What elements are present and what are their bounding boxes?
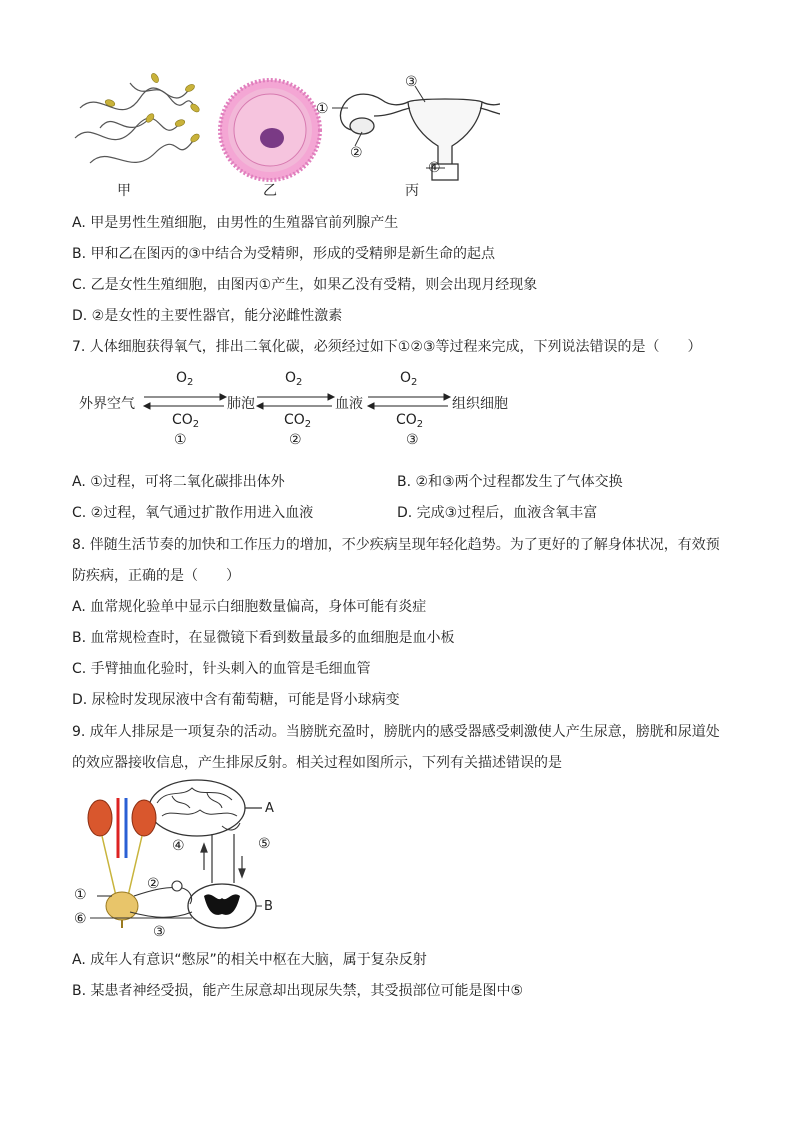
q8-option-b: B. 血常规检查时，在显微镜下看到数量最多的血细胞是血小板	[72, 630, 455, 646]
figure-marker-4: ④	[172, 838, 185, 854]
female-reproductive-organs	[340, 94, 500, 180]
figure-label-b: B	[264, 899, 273, 914]
q6-option-c: C. 乙是女性生殖细胞，由图丙①产生，如果乙没有受精，则会出现月经现象	[72, 277, 538, 293]
marker-1: ①	[316, 101, 329, 117]
spinal-cord-section	[188, 884, 262, 928]
caption-bing: 丙	[405, 183, 419, 199]
node-outside-air: 外界空气	[79, 396, 135, 412]
brain-illustration	[149, 780, 245, 836]
q8-option-a: A. 血常规化验单中显示白细胞数量偏高，身体可能有炎症	[72, 599, 427, 615]
figure-marker-6: ⑥	[74, 911, 87, 927]
figure-label-a: A	[265, 801, 274, 816]
figure-reproduction	[70, 68, 500, 200]
q7-option-b: B. ②和③两个过程都发生了气体交换	[397, 474, 623, 490]
q9-stem-line1: 9. 成年人排尿是一项复杂的活动。当膀胱充盈时，膀胱内的感受器感受刺激使人产生尿意，膀胱和尿道处	[72, 724, 720, 740]
q8-stem-line2: 防疾病，正确的是（ ）	[72, 568, 240, 584]
q6-option-b: B. 甲和乙在图丙的③中结合为受精卵，形成的受精卵是新生命的起点	[72, 246, 496, 262]
o2-label-1: $O_2$	[176, 370, 194, 388]
q6-option-d: D. ②是女性的主要性器官，能分泌雌性激素	[72, 308, 343, 324]
step-3: ③	[406, 432, 419, 448]
q9-option-a: A. 成年人有意识“憋尿”的相关中枢在大脑，属于复杂反射	[72, 952, 427, 968]
co2-label-1: $CO_2$	[172, 412, 200, 430]
o2-label-2: $O_2$	[285, 370, 303, 388]
node-tissue-cells: 组织细胞	[452, 396, 508, 412]
figure-marker-2: ②	[147, 876, 160, 892]
gas-exchange-diagram	[72, 368, 532, 453]
co2-label-3: $CO_2$	[396, 412, 424, 430]
q7-stem: 7. 人体细胞获得氧气，排出二氧化碳，必须经过如下①②③等过程来完成，下列说法错误的是（ ）	[72, 339, 702, 355]
kidney-illustration	[88, 798, 156, 896]
o2-label-3: $O_2$	[400, 370, 418, 388]
q8-option-c: C. 手臂抽血化验时，针头刺入的血管是毛细血管	[72, 661, 371, 677]
node-alveoli: 肺泡	[227, 396, 255, 412]
marker-2: ②	[350, 145, 363, 161]
q9-stem-line2: 的效应器接收信息，产生排尿反射。相关过程如图所示，下列有关描述错误的是	[72, 755, 562, 771]
node-blood: 血液	[335, 396, 363, 412]
step-2: ②	[289, 432, 302, 448]
q9-option-b: B. 某患者神经受损，能产生尿意却出现尿失禁，其受损部位可能是图中⑤	[72, 983, 524, 999]
q6-option-a: A. 甲是男性生殖细胞，由男性的生殖器官前列腺产生	[72, 215, 399, 231]
caption-jia: 甲	[117, 183, 131, 199]
q7-option-c: C. ②过程，氧气通过扩散作用进入血液	[72, 505, 314, 521]
marker-3: ③	[405, 74, 418, 90]
figure-marker-5: ⑤	[258, 836, 271, 852]
figure-urination-reflex	[72, 778, 292, 943]
q7-option-a: A. ①过程，可将二氧化碳排出体外	[72, 474, 285, 490]
q7-option-d: D. 完成③过程后，血液含氧丰富	[397, 505, 598, 521]
figure-marker-3: ③	[153, 924, 166, 940]
q8-option-d: D. 尿检时发现尿液中含有葡萄糖，可能是肾小球病变	[72, 692, 400, 708]
caption-yi: 乙	[263, 183, 277, 199]
co2-label-2: $CO_2$	[284, 412, 312, 430]
step-1: ①	[174, 432, 187, 448]
bladder-illustration	[106, 892, 138, 928]
q8-stem-line1: 8. 伴随生活节奏的加快和工作压力的增加，不少疾病呈现年轻化趋势。为了更好的了解身体状况，有效预	[72, 537, 720, 553]
figure-marker-1: ①	[74, 887, 87, 903]
marker-4: ④	[428, 160, 441, 176]
egg-cell-illustration	[220, 80, 320, 180]
